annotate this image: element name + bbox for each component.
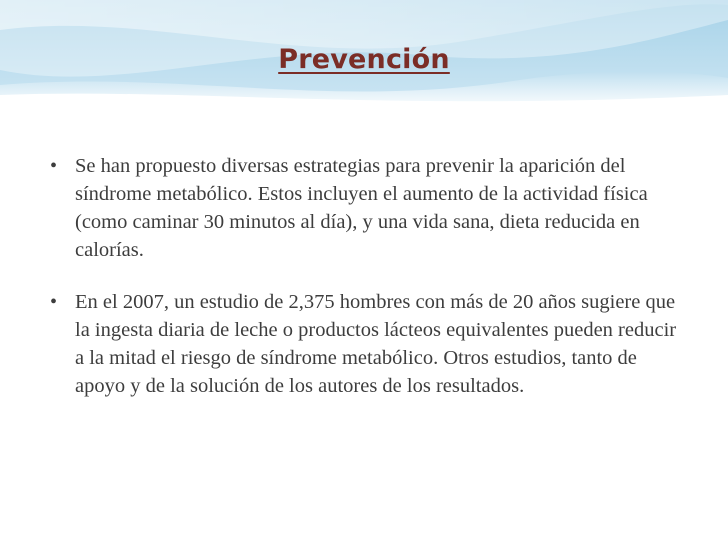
bullet-text: En el 2007, un estudio de 2,375 hombres con más de 20 años sugiere que la ingesta diaria de leche o productos lácteos equivalentes pueden reducir a la mitad el riesgo de síndrome metabólico. Otros estudios, tanto de apoyo y de la solución de los autores de los resultados. <box>75 291 677 397</box>
bullet-item <box>50 152 682 264</box>
bullet-list <box>50 152 682 400</box>
bullet-marker: • <box>50 291 58 313</box>
bullet-item <box>50 288 682 400</box>
slide-title <box>0 44 728 75</box>
bullet-marker: • <box>50 155 58 177</box>
slide-title-text: Prevención <box>278 44 450 75</box>
bullet-text: Se han propuesto diversas estrategias para prevenir la aparición del síndrome metabólico. Estos incluyen el aumento de la actividad física (como caminar 30 minutos al día), y una vida sana, dieta reducida en calorías. <box>75 155 648 261</box>
